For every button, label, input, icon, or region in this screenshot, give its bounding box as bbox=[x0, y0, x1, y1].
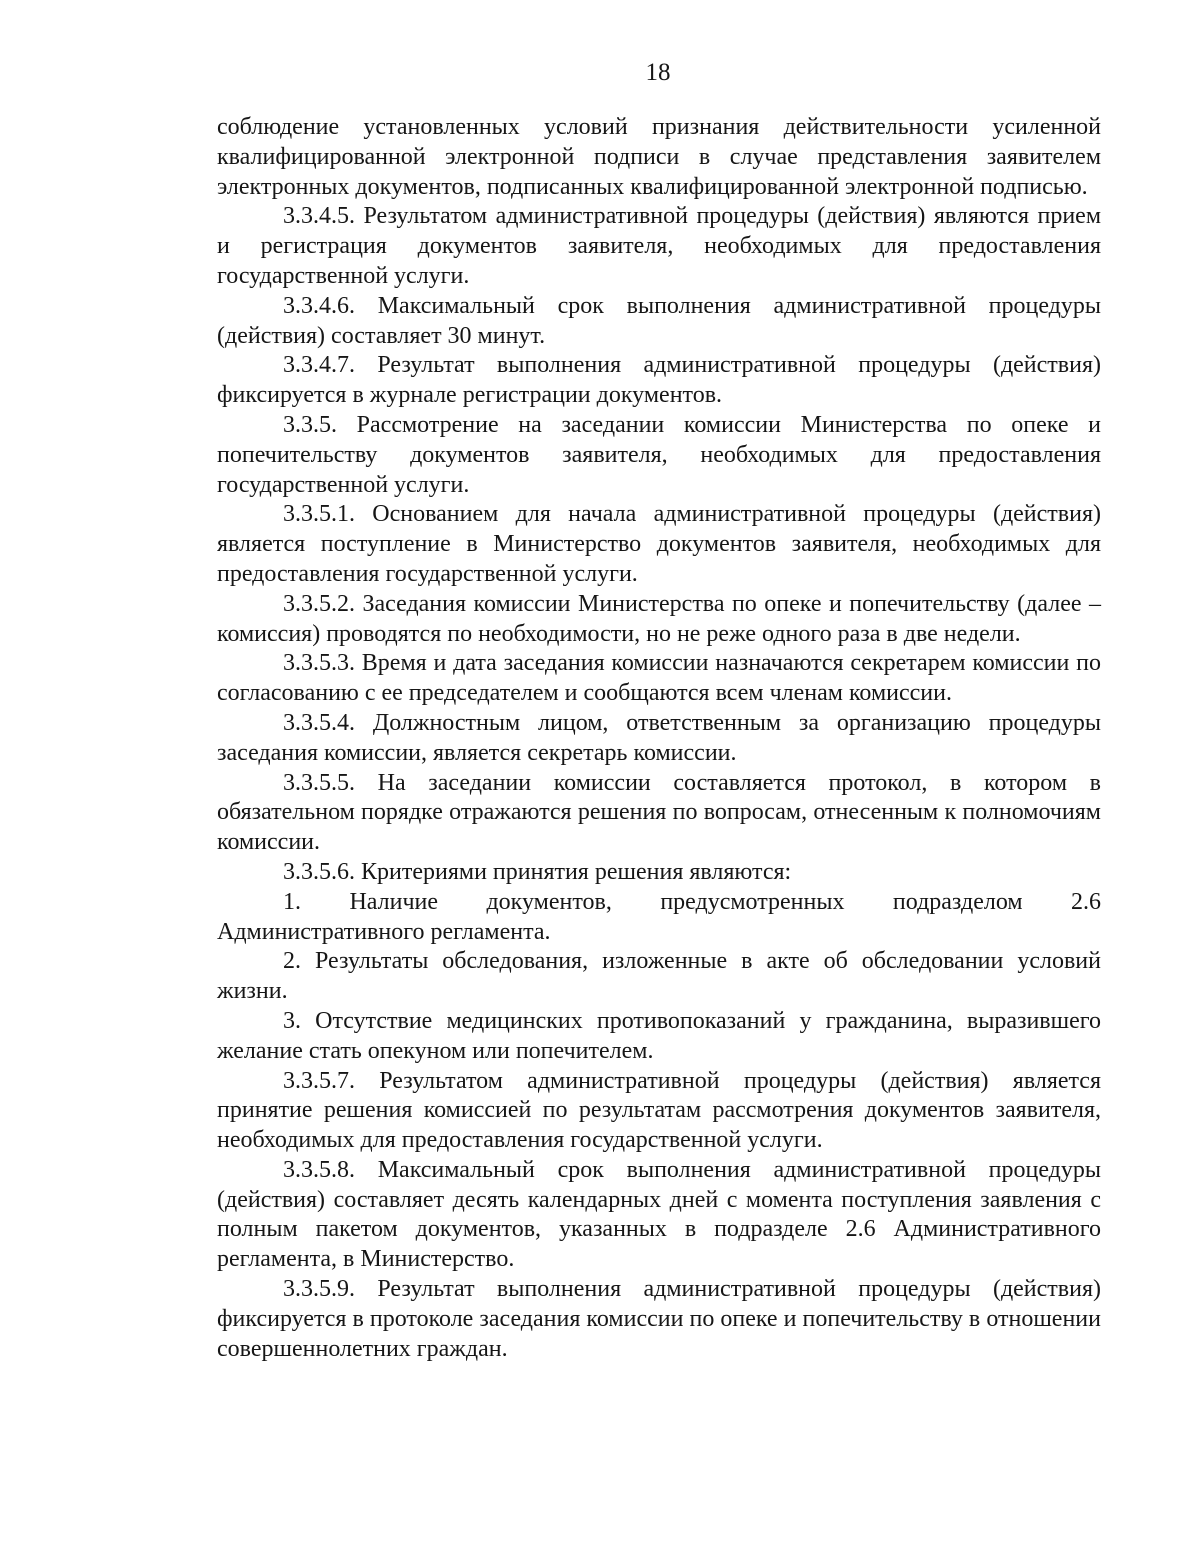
paragraph-3-3-5-3: 3.3.5.3. Время и дата заседания комиссии назначаются секретарем комиссии по согласованию с ее председателем и сообщаются всем членам комиссии. bbox=[217, 650, 1101, 707]
paragraph-3-3-5-9: 3.3.5.9. Результат выполнения административной процедуры (действия) фиксируется в протоколе заседания комиссии по опеке и попечительству в отношении совершеннолетних граждан. bbox=[217, 1276, 1101, 1362]
paragraph-3-3-5-8: 3.3.5.8. Максимальный срок выполнения административной процедуры (действия) составляет десять календарных дней с момента поступления заявления с полным пакетом документов, указанных в подразделе 2.6 Административного регламента, в Министерство. bbox=[217, 1156, 1101, 1273]
paragraph-3-3-5-4: 3.3.5.4. Должностным лицом, ответственным за организацию процедуры заседания комиссии, является секретарь комиссии. bbox=[217, 709, 1101, 766]
paragraph-3-3-5-6: 3.3.5.6. Критериями принятия решения являются: bbox=[283, 858, 792, 885]
paragraph-3-3-5: 3.3.5. Рассмотрение на заседании комиссии Министерства по опеке и попечительству документов заявителя, необходимых для предоставления государственной услуги. bbox=[217, 411, 1101, 498]
page-number: 18 bbox=[645, 59, 671, 86]
paragraph-continuation: соблюдение установленных условий признания действительности усиленной квалифицированной электронной подписи в случае представления заявителем электронных документов, подписанных квалифицированной электронной подписью. bbox=[217, 114, 1101, 200]
document-body bbox=[217, 113, 1101, 1364]
criteria-item-1: 1. Наличие документов, предусмотренных подразделом 2.6 Административного регламента. bbox=[217, 888, 1101, 945]
paragraph-3-3-5-5: 3.3.5.5. На заседании комиссии составляется протокол, в котором в обязательном порядке отражаются решения по вопросам, отнесенным к полномочиям комиссии. bbox=[217, 769, 1101, 856]
criteria-item-2: 2. Результаты обследования, изложенные в акте об обследовании условий жизни. bbox=[217, 948, 1101, 1005]
paragraph-3-3-5-1: 3.3.5.1. Основанием для начала административной процедуры (действия) является поступление в Министерство документов заявителя, необходимых для предоставления государственной услуги. bbox=[217, 501, 1101, 587]
paragraph-3-3-5-7: 3.3.5.7. Результатом административной процедуры (действия) является принятие решения комиссией по результатам рассмотрения документов заявителя, необходимых для предоставления государственной услуги. bbox=[217, 1067, 1101, 1154]
paragraph-3-3-4-7: 3.3.4.7. Результат выполнения административной процедуры (действия) фиксируется в журнале регистрации документов. bbox=[217, 352, 1101, 409]
paragraph-3-3-4-5: 3.3.4.5. Результатом административной процедуры (действия) являются прием и регистрация документов заявителя, необходимых для предоставления государственной услуги. bbox=[217, 203, 1101, 289]
criteria-item-3: 3. Отсутствие медицинских противопоказаний у гражданина, выразившего желание стать опекуном или попечителем. bbox=[217, 1007, 1101, 1064]
paragraph-3-3-4-6: 3.3.4.6. Максимальный срок выполнения административной процедуры (действия) составляет 30 минут. bbox=[217, 292, 1101, 349]
paragraph-3-3-5-2: 3.3.5.2. Заседания комиссии Министерства по опеке и попечительству (далее – комиссия) проводятся по необходимости, но не реже одного раза в две недели. bbox=[217, 590, 1101, 647]
